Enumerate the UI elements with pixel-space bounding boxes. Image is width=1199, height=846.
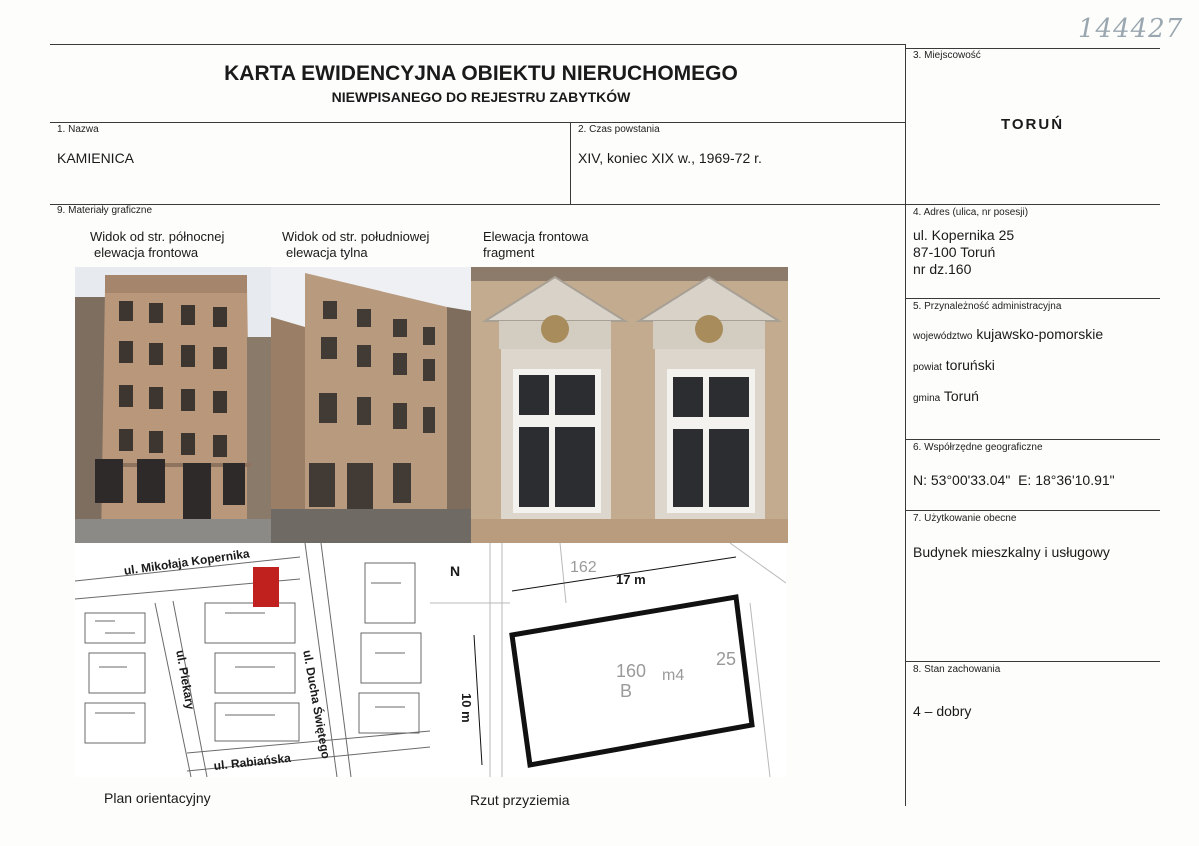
photo-south-facade xyxy=(271,267,471,543)
field-nazwa-label: 1. Nazwa xyxy=(57,124,99,135)
field-nazwa-value: KAMIENICA xyxy=(57,150,135,166)
street-rabianska: ul. Rabiańska xyxy=(213,750,292,773)
street-kopernika: ul. Mikołaja Kopernika xyxy=(123,546,251,578)
field-adres-label: 4. Adres (ulica, nr posesji) xyxy=(913,207,1029,218)
field-materialy-label: 9. Materiały graficzne xyxy=(57,205,153,216)
property-marker xyxy=(253,567,279,607)
gmina-prefix: gmina xyxy=(913,393,941,404)
caption-front: Elewacja frontowa fragment xyxy=(483,229,589,260)
frame-sep-6 xyxy=(905,439,1160,440)
field-wspolrzedne-label: 6. Współrzędne geograficzne xyxy=(913,442,1043,453)
powiat-prefix: powiat xyxy=(913,362,942,373)
field-uzytkowanie-value: Budynek mieszkalny i usługowy xyxy=(913,544,1110,560)
field-przynaleznosc-label: 5. Przynależność administracyjna xyxy=(913,301,1062,312)
plan-number-25: 25 xyxy=(716,649,737,669)
caption-rzut: Rzut przyziemia xyxy=(470,792,570,808)
field-adres-line2: 87-100 Toruń xyxy=(913,244,996,260)
frame-sep-7 xyxy=(905,510,1160,511)
frame-top-right-line xyxy=(905,48,1160,49)
frame-col-sep xyxy=(570,122,571,204)
frame-sep-8 xyxy=(905,661,1160,662)
north-arrow: N xyxy=(450,563,461,579)
gmina-value: Toruń xyxy=(943,388,979,404)
powiat-value: toruński xyxy=(945,357,995,373)
frame-sep-5 xyxy=(905,298,1160,299)
orientation-map xyxy=(75,543,430,777)
field-czas-label: 2. Czas powstania xyxy=(578,124,660,135)
handwritten-number: 144427 xyxy=(1078,14,1184,44)
photo-front-fragment xyxy=(471,267,788,543)
plan-area-code: m4 xyxy=(662,667,685,684)
field-stan-label: 8. Stan zachowania xyxy=(913,664,1001,675)
frame-row1-line xyxy=(50,122,905,123)
field-miejscowosc-label: 3. Miejscowość xyxy=(913,50,981,61)
wojewodztwo-prefix: województwo xyxy=(913,331,973,342)
plan-number-162: 162 xyxy=(570,559,597,576)
frame-right-column-line xyxy=(905,44,906,806)
field-gmina xyxy=(913,388,979,404)
field-stan-value: 4 – dobry xyxy=(913,703,972,719)
frame-row2-line xyxy=(50,204,1160,205)
field-adres-line1: ul. Kopernika 25 xyxy=(913,227,1015,243)
frame-top-line xyxy=(50,44,905,45)
plan-width-label: 17 m xyxy=(616,572,646,587)
caption-north: Widok od str. północnej elewacja frontowa xyxy=(90,229,225,260)
street-piekary: ul. Piekary xyxy=(173,649,198,711)
caption-plan: Plan orientacyjny xyxy=(104,790,211,806)
field-wojewodztwo xyxy=(913,326,1103,342)
field-adres-line3: nr dz.160 xyxy=(913,261,972,277)
field-uzytkowanie-label: 7. Użytkowanie obecne xyxy=(913,513,1017,524)
caption-south: Widok od str. południowej elewacja tylna xyxy=(282,229,430,260)
plan-height-label: 10 m xyxy=(459,693,474,723)
field-czas-value: XIV, koniec XIX w., 1969-72 r. xyxy=(578,150,762,166)
field-powiat xyxy=(913,357,995,373)
field-miejscowosc-value: TORUŃ xyxy=(1000,116,1065,133)
ground-floor-plan xyxy=(430,543,786,777)
wojewodztwo-value: kujawsko-pomorskie xyxy=(976,326,1104,342)
street-ducha-swietego: ul. Ducha Świętego xyxy=(300,649,334,760)
field-wspolrzedne-value: N: 53°00'33.04" E: 18°36'10.91" xyxy=(913,472,1115,488)
plan-parcel-letter: B xyxy=(620,681,633,701)
photo-north-facade xyxy=(75,267,271,543)
plan-parcel-number: 160 xyxy=(616,661,647,681)
document-subtitle: NIEWPISANEGO DO REJESTRU ZABYTKÓW xyxy=(331,89,631,105)
document-title: KARTA EWIDENCYJNA OBIEKTU NIERUCHOMEGO xyxy=(224,62,738,85)
